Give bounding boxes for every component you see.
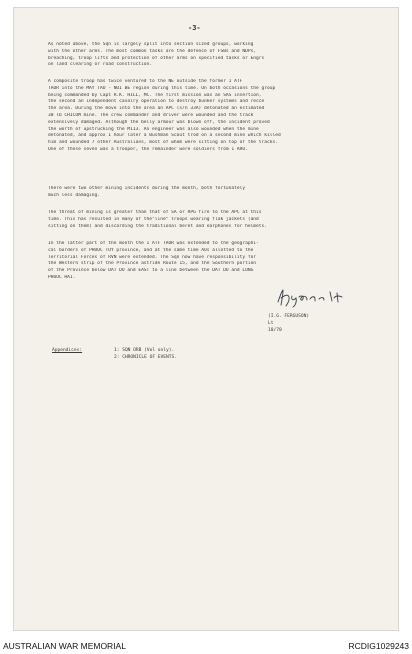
text-line: TAOR into the MAY TAO - NUI BE region during this time. On both occasions the group xyxy=(48,85,276,91)
appendix-item: 2: CHRONICLE OF EVENTS. xyxy=(114,354,177,360)
text-line: the area. During the move into the area an APC (s/n 33A) detonated an estimated xyxy=(48,106,265,112)
paragraph-2 xyxy=(48,79,366,154)
text-line: the second an independent cavalry operation to destroy bunker systems and recce xyxy=(48,99,265,105)
text-line: Territorial Forces of RVN were extended. The Sqn now have responsibility for xyxy=(48,254,257,260)
text-line: As noted above, the Sqn is largely split into section sized groups, working xyxy=(48,42,254,47)
text-line: The threat of mining is greater than that of SA or RPG fire to the APC at this xyxy=(48,210,262,215)
text-line: A composite troop has twice ventured to the NE outside the former 1 ATF xyxy=(48,79,243,84)
text-line: much less damaging. xyxy=(48,192,101,198)
text-line: being commanded by Capt R.K. HILL, MC. The first mission was an SAS insertion, xyxy=(48,92,262,98)
text-line: of the Province below DAT DO and EAST to a line between the DAT DO and LONG xyxy=(48,268,254,274)
text-line: the worth of upstrucking the M113. An engineer was also wounded when the mine xyxy=(48,126,259,132)
text-line: sitting on them) and discarding the traditional beret and earphones for helmets. xyxy=(48,223,267,229)
text-line: PHUOC HAI. xyxy=(48,274,76,280)
archive-footer xyxy=(0,638,412,654)
text-line: with the other arms. The most common tasks are the defence of FSBs and NDPs, xyxy=(48,48,257,54)
paragraph-5 xyxy=(48,241,366,282)
text-line: detonated, and approx 1 hour later a Bushman Scout trod on a second mine which killed xyxy=(48,133,281,139)
signatory-rank: Lt xyxy=(268,320,274,326)
footer-record-id: RCDIG1029243 xyxy=(348,641,409,651)
text-line: extensively damaged. Although the belly armour was blown off, the incident proved xyxy=(48,119,270,125)
paragraph-4 xyxy=(48,210,366,230)
text-line: him and wounded 7 other Australians, most of whom were sitting on top of the tracks. xyxy=(48,140,278,146)
text-line: breaching, troop lifts and protection of other arms on specified tasks or Engrs xyxy=(48,55,265,61)
signature-date: 10/70 xyxy=(268,327,282,333)
text-line: time. This has resulted in many of the"line" troops wearing flak jackets (and xyxy=(48,216,259,222)
handwritten-signature xyxy=(274,286,366,308)
appendices-label: Appendices: xyxy=(52,348,83,353)
text-line: cal borders of PHUOC TUY province, and at the same time AOs allotted to the xyxy=(48,247,254,253)
text-line: on land clearing or road construction. xyxy=(48,62,153,68)
text-line: One of these seven was a trooper, the remainder were soldiers from 1 ARU. xyxy=(48,146,248,152)
footer-source: AUSTRALIAN WAR MEMORIAL xyxy=(3,641,126,651)
text-line: the Western strip of the Province astride Route 15, and the Southern portion xyxy=(48,261,257,267)
signature-block xyxy=(268,314,309,334)
page-number: -3- xyxy=(188,24,201,32)
text-line: 30 lb CHICOM mine. The crew commander and driver were wounded and the track xyxy=(48,112,254,118)
signatory-name: (I.G. FERGUSON) xyxy=(268,314,310,319)
paragraph-1 xyxy=(48,42,366,69)
text-line: There were two other mining incidents during the month, both fortunately xyxy=(48,186,246,191)
text-line: In the latter part of the month the 1 ATF TAOR was extended to the geographi- xyxy=(48,241,259,246)
paragraph-3 xyxy=(48,186,366,200)
appendix-item: 1: SQN ORB (Vol only). xyxy=(114,348,175,353)
